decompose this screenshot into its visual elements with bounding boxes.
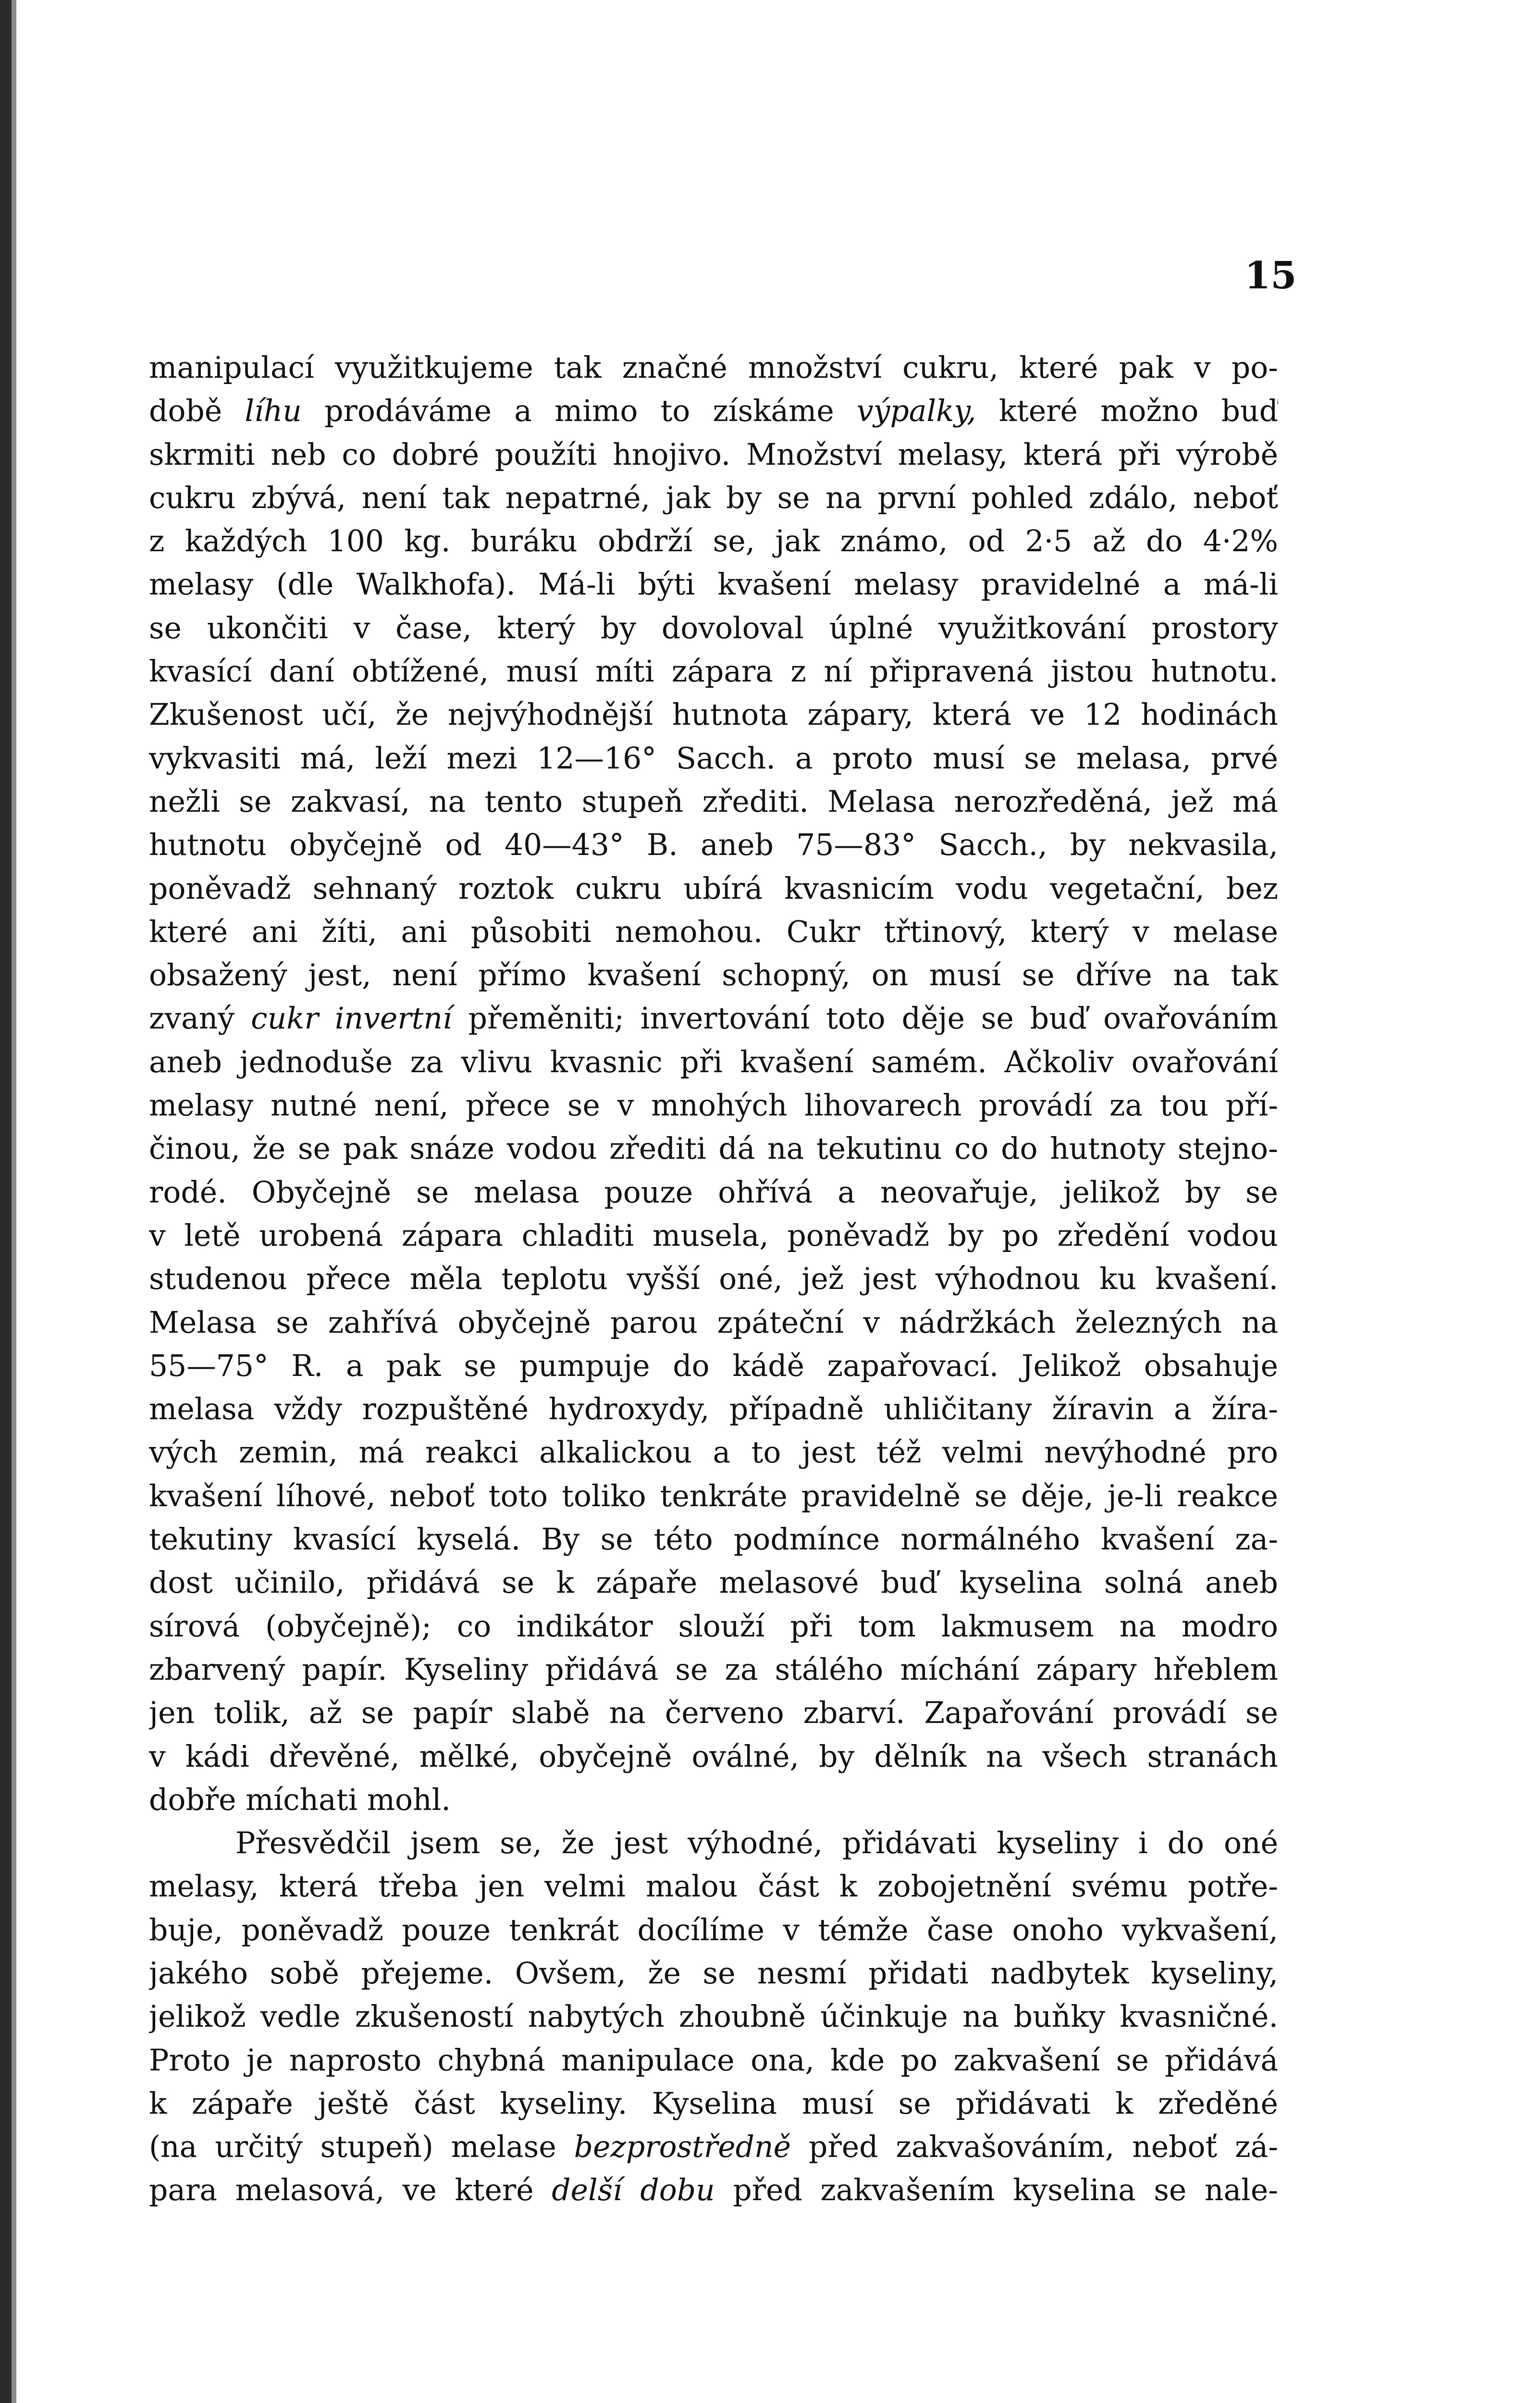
text-line: 55—75° R. a pak se pumpuje do kádě zapařovací. Jelikož obsahuje	[149, 1348, 1278, 1383]
text-line: studenou přece měla teplotu vyšší oné, jež jest výhodnou ku kvašení.	[149, 1262, 1278, 1297]
scan-edge	[0, 0, 12, 2403]
text-line: melasy, která třeba jen velmi malou část k zobojetnění svému potře-	[149, 1869, 1278, 1904]
text-line: které ani žíti, ani působiti nemohou. Cukr třtinový, který v melase	[149, 914, 1278, 949]
text-line: jen tolik, až se papír slabě na červeno zbarví. Zapařování provádí se	[149, 1696, 1278, 1731]
text-line: obsažený jest, není přímo kvašení schopný, on musí se dříve na tak	[149, 958, 1278, 993]
text-line: kvasící daní obtížené, musí míti zápara z ní připravená jistou hutnotu.	[149, 654, 1278, 689]
text-line: poněvadž sehnaný roztok cukru ubírá kvasnicím vodu vegetační, bez	[149, 871, 1278, 906]
text-line: hutnotu obyčejně od 40—43° B. aneb 75—83° Sacch., by nekvasila,	[149, 828, 1278, 863]
text-line: zvaný cukr invertní přeměniti; invertování toto děje se buď ovařováním	[149, 1001, 1278, 1036]
text-line: k zápaře ještě část kyseliny. Kyselina musí se přidávati k zředěné	[149, 2086, 1278, 2121]
text-line: nežli se zakvasí, na tento stupeň zřediti. Melasa nerozředěná, jež má	[149, 784, 1278, 819]
text-line: činou, že se pak snáze vodou zřediti dá na tekutinu co do hutnoty stejno-	[149, 1131, 1278, 1166]
page-number: 15	[1244, 254, 1297, 297]
text-line: době líhu prodáváme a mimo to získáme výpalky, které možno buď	[149, 394, 1278, 429]
text-line: (na určitý stupeň) melase bezprostředně před zakvašováním, neboť zá-	[149, 2130, 1278, 2165]
text-line: vých zemin, má reakci alkalickou a to jest též velmi nevýhodné pro	[149, 1435, 1278, 1470]
text-line: manipulací využitkujeme tak značné množství cukru, které pak v po-	[149, 350, 1278, 385]
text-line: Přesvědčil jsem se, že jest výhodné, přidávati kyseliny i do oné	[235, 1826, 1278, 1861]
text-line: jakého sobě přejeme. Ovšem, že se nesmí přidati nadbytek kyseliny,	[149, 1956, 1278, 1991]
text-line: skrmiti neb co dobré použíti hnojivo. Množství melasy, která při výrobě	[149, 437, 1278, 472]
text-line: buje, poněvadž pouze tenkrát docílíme v témže čase onoho vykvašení,	[149, 1912, 1278, 1947]
text-line: dobře míchati mohl.	[149, 1782, 451, 1817]
text-line: kvašení líhové, neboť toto toliko tenkráte pravidelně se děje, je-li reakce	[149, 1478, 1278, 1513]
text-line: z každých 100 kg. buráku obdrží se, jak známo, od 2·5 až do 4·2%	[149, 524, 1278, 559]
scan-edge-shadow	[12, 0, 16, 2403]
text-line: melasa vždy rozpuštěné hydroxydy, případně uhličitany žíravin a žíra-	[149, 1392, 1278, 1427]
text-line: aneb jednoduše za vlivu kvasnic při kvašení samém. Ačkoliv ovařování	[149, 1044, 1278, 1079]
text-line: se ukončiti v čase, který by dovoloval úplné využitkování prostory	[149, 610, 1278, 645]
paragraph-1	[149, 346, 1278, 1821]
text-line: sírová (obyčejně); co indikátor slouží při tom lakmusem na modro	[149, 1609, 1278, 1644]
text-line: tekutiny kvasící kyselá. By se této podmínce normálného kvašení za-	[149, 1522, 1278, 1557]
text-line: jelikož vedle zkušeností nabytých zhoubně účinkuje na buňky kvasničné.	[149, 1999, 1278, 2034]
paragraph-2	[149, 1821, 1278, 2212]
text-line: v letě urobená zápara chladiti musela, poněvadž by po zředění vodou	[149, 1218, 1278, 1253]
text-line: cukru zbývá, není tak nepatrné, jak by se na první pohled zdálo, neboť	[149, 480, 1278, 515]
text-line: melasy nutné není, přece se v mnohých lihovarech provádí za tou pří-	[149, 1088, 1278, 1123]
text-line: Melasa se zahřívá obyčejně parou zpáteční v nádržkách železných na	[149, 1305, 1278, 1340]
text-line: vykvasiti má, leží mezi 12—16° Sacch. a proto musí se melasa, prvé	[149, 741, 1278, 776]
body-text	[149, 346, 1278, 2212]
text-line: para melasová, ve které delší dobu před zakvašením kyselina se nale-	[149, 2173, 1278, 2208]
text-line: melasy (dle Walkhofa). Má-li býti kvašení melasy pravidelné a má-li	[149, 567, 1278, 602]
text-line: v kádi dřevěné, mělké, obyčejně oválné, by dělník na všech stranách	[149, 1739, 1278, 1774]
text-line: Proto je naprosto chybná manipulace ona, kde po zakvašení se přidává	[149, 2043, 1278, 2078]
text-line: rodé. Obyčejně se melasa pouze ohřívá a neovařuje, jelikož by se	[149, 1175, 1278, 1210]
text-line: dost učinilo, přidává se k zápaře melasové buď kyselina solná aneb	[149, 1565, 1278, 1600]
text-line: zbarvený papír. Kyseliny přidává se za stálého míchání zápary hřeblem	[149, 1652, 1278, 1687]
text-line: Zkušenost učí, že nejvýhodnější hutnota zápary, která ve 12 hodinách	[149, 697, 1278, 732]
